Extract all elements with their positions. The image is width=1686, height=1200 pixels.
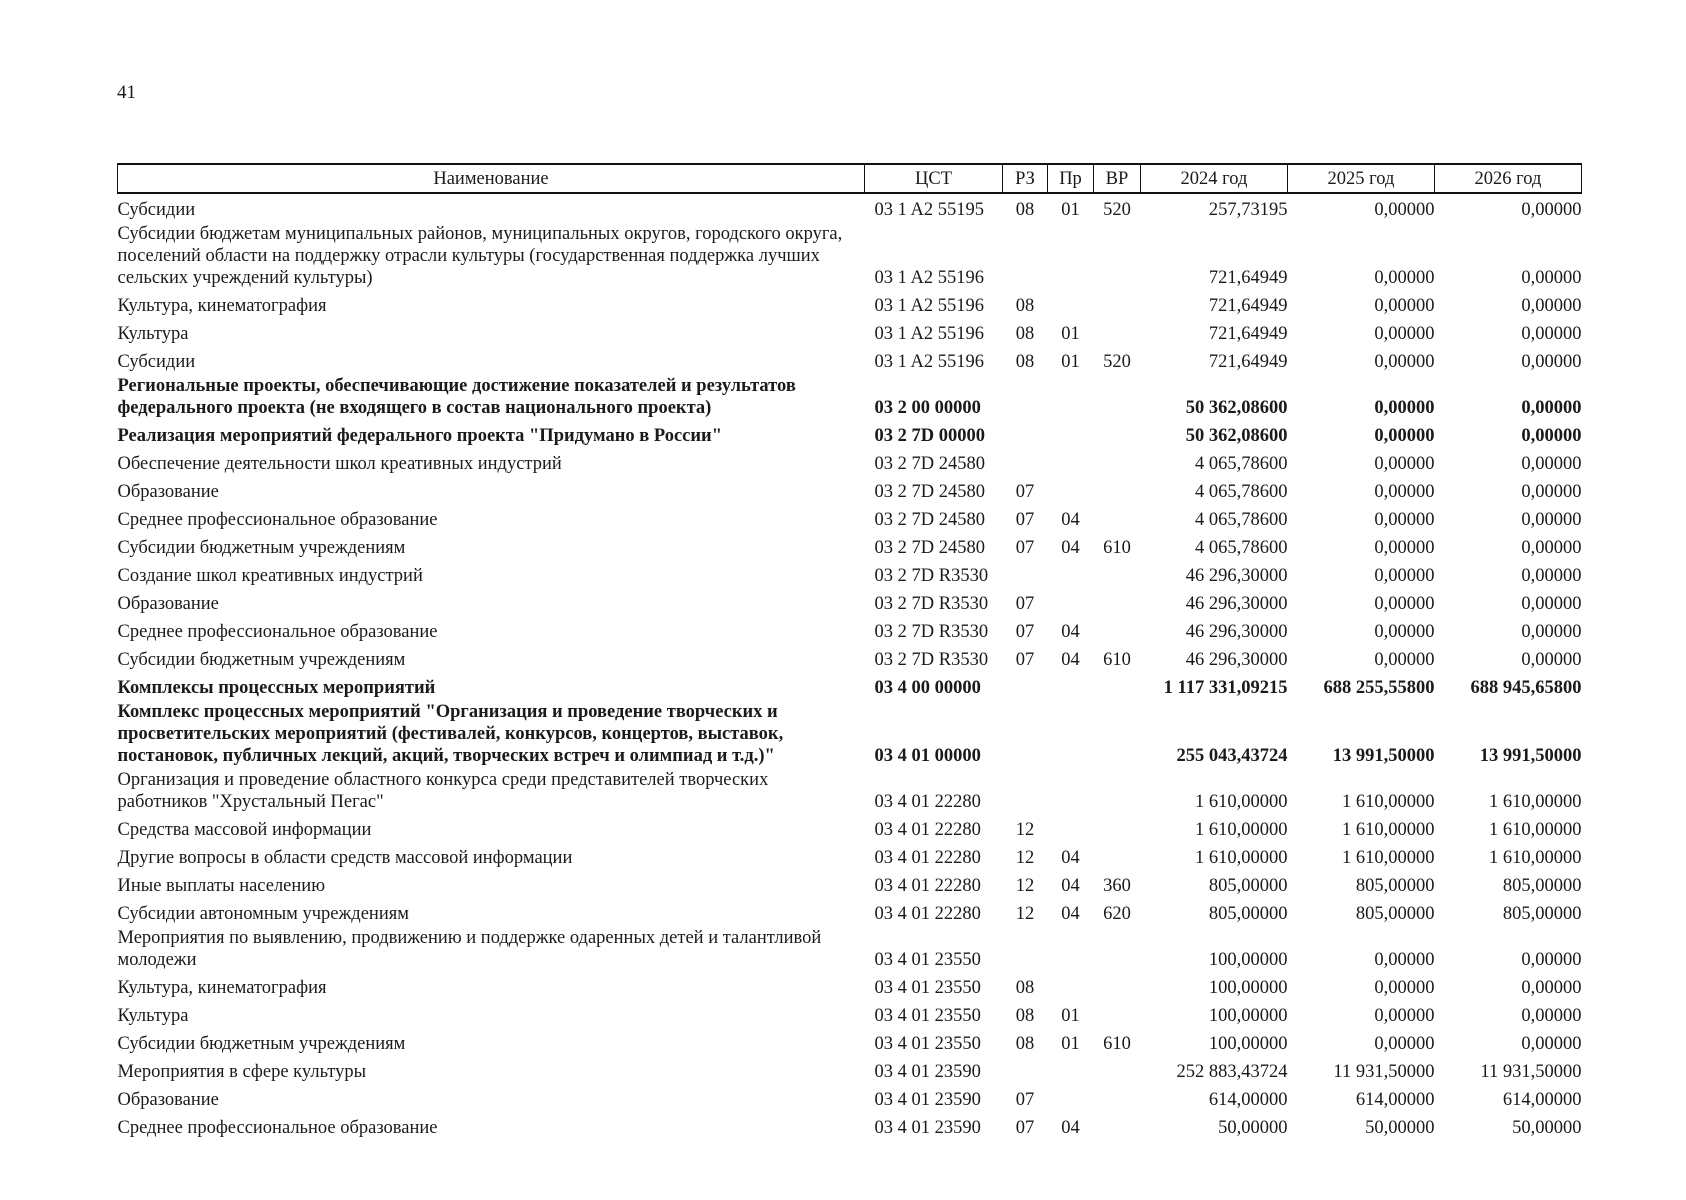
cell-cst: 03 2 7D 24580 [874,482,985,502]
cell-cst: 03 4 01 22280 [874,876,981,896]
cell-vr: 520 [1103,352,1131,372]
cell-2024: 50,00000 [1218,1118,1288,1138]
cell-rz: 08 [1015,352,1035,372]
table-row [118,222,1582,290]
cell-cst: 03 4 01 23550 [874,1006,981,1026]
cell-name: Иные выплаты населению [117,876,326,896]
cell-pr: 04 [1061,848,1080,868]
cell-2026: 50,00000 [1512,1118,1582,1138]
cell-pr [1048,290,1094,318]
cell-rz: 08 [1015,324,1035,344]
cell-cst: 03 1 A2 55196 [874,268,984,288]
cell-vr: 620 [1103,904,1131,924]
cell-2024: 4 065,78600 [1195,510,1288,530]
cell-pr [1048,588,1094,616]
cell-vr [1094,222,1141,290]
cell-name: Среднее профессиональное образование [117,622,438,642]
table-row [118,476,1582,504]
cell-name: Среднее профессиональное образование [117,1118,438,1138]
cell-cst: 03 2 7D R3530 [874,622,989,642]
cell-rz: 12 [1015,876,1035,896]
cell-pr: 01 [1061,352,1080,372]
cell-name: Создание школ креативных индустрий [117,566,423,586]
cell-cst: 03 1 A2 55195 [874,200,984,220]
cell-2024: 50 362,08600 [1185,398,1288,418]
cell-cst: 03 2 7D 00000 [874,426,985,446]
cell-2025: 0,00000 [1374,398,1435,418]
cell-2026: 0,00000 [1521,482,1582,502]
header-cst: ЦСТ [865,164,1003,193]
cell-2026: 0,00000 [1521,1034,1582,1054]
cell-name: Образование [117,1090,219,1110]
cell-2025: 614,00000 [1355,1090,1435,1110]
cell-name: Субсидии автономным учреждениям [117,904,409,924]
cell-vr [1094,1084,1141,1112]
table-row [118,768,1582,814]
cell-vr [1094,318,1141,346]
cell-cst: 03 1 A2 55196 [874,296,984,316]
table-row [118,193,1582,222]
cell-vr [1094,560,1141,588]
cell-vr [1094,448,1141,476]
cell-2026: 0,00000 [1521,538,1582,558]
cell-2026: 805,00000 [1502,904,1582,924]
cell-vr [1094,972,1141,1000]
cell-2026: 1 610,00000 [1489,820,1582,840]
cell-rz [1003,768,1048,814]
page-number: 41 [117,82,136,103]
cell-pr: 01 [1061,324,1080,344]
table-row [118,560,1582,588]
cell-2024: 100,00000 [1208,950,1288,970]
table-row [118,842,1582,870]
table-row [118,318,1582,346]
cell-2026: 0,00000 [1521,566,1582,586]
cell-2025: 688 255,55800 [1323,678,1435,698]
cell-name: Обеспечение деятельности школ креативных индустрий [117,454,562,474]
cell-pr [1048,972,1094,1000]
cell-pr [1048,1056,1094,1084]
table-row [118,972,1582,1000]
cell-cst: 03 4 01 23590 [874,1118,981,1138]
cell-name: Образование [117,594,219,614]
cell-2025: 805,00000 [1355,904,1435,924]
cell-2026: 0,00000 [1521,594,1582,614]
cell-2025: 1 610,00000 [1342,792,1435,812]
cell-2025: 0,00000 [1374,296,1435,316]
cell-2026: 0,00000 [1521,510,1582,530]
cell-2025: 0,00000 [1374,482,1435,502]
cell-2025: 0,00000 [1374,426,1435,446]
cell-vr [1094,616,1141,644]
cell-name: Культура [117,324,189,344]
cell-2025: 0,00000 [1374,950,1435,970]
cell-2026: 0,00000 [1521,268,1582,288]
cell-pr: 04 [1061,510,1080,530]
table-row [118,898,1582,926]
cell-rz [1003,222,1048,290]
cell-rz: 07 [1015,650,1035,670]
cell-2025: 0,00000 [1374,200,1435,220]
cell-2026: 0,00000 [1521,650,1582,670]
cell-vr [1094,374,1141,420]
cell-2024: 46 296,30000 [1185,622,1288,642]
cell-cst: 03 4 01 23590 [874,1062,981,1082]
cell-2024: 257,73195 [1208,200,1288,220]
cell-2026: 0,00000 [1521,200,1582,220]
cell-name: Средства массовой информации [117,820,372,840]
cell-2025: 0,00000 [1374,510,1435,530]
table-row [118,1000,1582,1028]
cell-2026: 0,00000 [1521,398,1582,418]
cell-vr [1094,588,1141,616]
cell-2024: 100,00000 [1208,978,1288,998]
cell-2024: 4 065,78600 [1195,454,1288,474]
cell-2026: 0,00000 [1521,622,1582,642]
cell-rz: 07 [1015,594,1035,614]
table-row [118,374,1582,420]
cell-2026: 11 931,50000 [1480,1062,1582,1082]
cell-2024: 1 610,00000 [1195,792,1288,812]
cell-vr [1094,700,1141,768]
cell-pr: 04 [1061,1118,1080,1138]
cell-rz: 07 [1015,1090,1035,1110]
cell-rz: 07 [1015,1118,1035,1138]
cell-2026: 688 945,65800 [1470,678,1582,698]
cell-2025: 0,00000 [1374,268,1435,288]
table-row [118,672,1582,700]
cell-rz: 07 [1015,622,1035,642]
cell-2025: 0,00000 [1374,352,1435,372]
cell-2024: 46 296,30000 [1185,650,1288,670]
cell-rz: 12 [1015,904,1035,924]
budget-table [117,163,1582,1140]
cell-vr [1094,504,1141,532]
cell-vr [1094,290,1141,318]
cell-cst: 03 4 00 00000 [874,678,981,698]
table-row [118,1112,1582,1140]
cell-2024: 255 043,43724 [1176,746,1288,766]
cell-vr [1094,842,1141,870]
cell-2024: 721,64949 [1208,296,1288,316]
cell-name: Культура, кинематография [117,296,327,316]
cell-name: Мероприятия по выявлению, продвижению и поддержке одаренных детей и талантливой молодежи [117,928,822,970]
cell-name: Региональные проекты, обеспечивающие достижение показателей и результатов федерального проекта (не входящего в состав национального проекта) [117,376,796,418]
cell-cst: 03 1 A2 55196 [874,324,984,344]
cell-2026: 1 610,00000 [1489,792,1582,812]
table-body [118,193,1582,1140]
cell-2024: 805,00000 [1208,876,1288,896]
cell-2025: 0,00000 [1374,538,1435,558]
table-row [118,346,1582,374]
cell-pr [1048,814,1094,842]
cell-vr [1094,1000,1141,1028]
cell-2025: 50,00000 [1365,1118,1435,1138]
cell-rz: 08 [1015,200,1035,220]
cell-cst: 03 1 A2 55196 [874,352,984,372]
cell-pr: 04 [1061,904,1080,924]
cell-2024: 614,00000 [1208,1090,1288,1110]
cell-2024: 4 065,78600 [1195,538,1288,558]
cell-pr [1048,222,1094,290]
cell-vr [1094,1112,1141,1140]
cell-name: Субсидии [117,200,196,220]
cell-2026: 0,00000 [1521,296,1582,316]
cell-2024: 721,64949 [1208,352,1288,372]
cell-name: Субсидии бюджетным учреждениям [117,650,406,670]
header-rz: РЗ [1003,164,1048,193]
cell-name: Другие вопросы в области средств массовой информации [117,848,573,868]
cell-pr [1048,374,1094,420]
cell-rz: 08 [1015,1006,1035,1026]
cell-2025: 1 610,00000 [1342,848,1435,868]
cell-2026: 614,00000 [1502,1090,1582,1110]
cell-pr [1048,768,1094,814]
cell-rz [1003,926,1048,972]
cell-name: Комплекс процессных мероприятий "Организация и проведение творческих и просветительских мероприятий (фестивалей, конкурсов, концертов, выставок, постановок, публичных лекций, акций, творческих встреч и олимпиад и т.д.)" [117,702,784,766]
cell-rz [1003,448,1048,476]
cell-vr [1094,672,1141,700]
cell-pr [1048,476,1094,504]
cell-rz: 08 [1015,1034,1035,1054]
cell-name: Субсидии бюджетным учреждениям [117,1034,406,1054]
cell-pr [1048,1084,1094,1112]
cell-cst: 03 4 01 22280 [874,848,981,868]
table-row [118,644,1582,672]
cell-cst: 03 2 7D 24580 [874,510,985,530]
cell-vr [1094,420,1141,448]
cell-cst: 03 2 7D 24580 [874,454,985,474]
cell-2025: 0,00000 [1374,650,1435,670]
cell-name: Культура [117,1006,189,1026]
cell-rz [1003,700,1048,768]
table-header-row [118,164,1582,193]
cell-2026: 0,00000 [1521,426,1582,446]
cell-2024: 805,00000 [1208,904,1288,924]
cell-2024: 721,64949 [1208,324,1288,344]
cell-vr: 610 [1103,538,1131,558]
cell-vr: 520 [1103,200,1131,220]
cell-cst: 03 4 01 22280 [874,820,981,840]
cell-name: Субсидии бюджетам муниципальных районов, муниципальных округов, городского округа, поселений области на поддержку отрасли культуры (государственная поддержка лучших сельских учреждений культуры) [117,224,843,288]
cell-2024: 1 610,00000 [1195,820,1288,840]
table-row [118,448,1582,476]
cell-cst: 03 2 7D R3530 [874,594,989,614]
cell-cst: 03 4 01 22280 [874,904,981,924]
table-row [118,504,1582,532]
cell-rz [1003,672,1048,700]
cell-pr [1048,420,1094,448]
cell-vr: 610 [1103,650,1131,670]
table-row [118,870,1582,898]
cell-pr: 04 [1061,622,1080,642]
cell-2026: 805,00000 [1502,876,1582,896]
table-row [118,1056,1582,1084]
cell-cst: 03 4 01 23590 [874,1090,981,1110]
cell-rz [1003,374,1048,420]
cell-pr: 01 [1061,1034,1080,1054]
cell-2025: 11 931,50000 [1333,1062,1435,1082]
cell-2026: 0,00000 [1521,1006,1582,1026]
cell-rz: 08 [1015,978,1035,998]
cell-pr: 01 [1061,200,1080,220]
cell-2024: 252 883,43724 [1176,1062,1288,1082]
cell-vr [1094,1056,1141,1084]
cell-name: Организация и проведение областного конкурса среди представителей творческих работников "Хрустальный Пегас" [117,770,769,812]
cell-2026: 0,00000 [1521,454,1582,474]
cell-name: Мероприятия в сфере культуры [117,1062,367,1082]
cell-2024: 1 117 331,09215 [1163,678,1288,698]
cell-name: Комплексы процессных мероприятий [117,678,436,698]
cell-pr [1048,672,1094,700]
cell-pr: 04 [1061,876,1080,896]
cell-name: Субсидии бюджетным учреждениям [117,538,406,558]
cell-2024: 1 610,00000 [1195,848,1288,868]
cell-2026: 0,00000 [1521,950,1582,970]
cell-cst: 03 2 7D R3530 [874,566,989,586]
cell-vr [1094,814,1141,842]
cell-rz: 12 [1015,820,1035,840]
cell-rz: 07 [1015,538,1035,558]
cell-2026: 0,00000 [1521,324,1582,344]
cell-cst: 03 4 01 00000 [874,746,981,766]
cell-2025: 0,00000 [1374,1006,1435,1026]
cell-2026: 0,00000 [1521,352,1582,372]
header-2024: 2024 год [1141,164,1288,193]
table-row [118,1084,1582,1112]
table-row [118,532,1582,560]
cell-pr: 04 [1061,538,1080,558]
header-2026: 2026 год [1435,164,1582,193]
cell-cst: 03 4 01 23550 [874,950,981,970]
table-row [118,588,1582,616]
cell-2025: 1 610,00000 [1342,820,1435,840]
cell-2024: 50 362,08600 [1185,426,1288,446]
cell-2024: 46 296,30000 [1185,594,1288,614]
cell-2025: 0,00000 [1374,454,1435,474]
cell-cst: 03 4 01 23550 [874,978,981,998]
cell-2025: 805,00000 [1355,876,1435,896]
table-row [118,700,1582,768]
table-row [118,814,1582,842]
cell-2026: 0,00000 [1521,978,1582,998]
header-name: Наименование [118,164,865,193]
cell-2024: 4 065,78600 [1195,482,1288,502]
cell-pr [1048,700,1094,768]
cell-2025: 13 991,50000 [1332,746,1435,766]
cell-vr [1094,926,1141,972]
cell-2024: 100,00000 [1208,1006,1288,1026]
cell-name: Культура, кинематография [117,978,327,998]
cell-2025: 0,00000 [1374,1034,1435,1054]
table-row [118,1028,1582,1056]
cell-rz [1003,420,1048,448]
table-row [118,616,1582,644]
cell-name: Субсидии [117,352,196,372]
cell-2025: 0,00000 [1374,324,1435,344]
cell-2024: 721,64949 [1208,268,1288,288]
cell-rz: 07 [1015,510,1035,530]
cell-pr [1048,560,1094,588]
cell-cst: 03 2 7D R3530 [874,650,989,670]
cell-vr: 360 [1103,876,1131,896]
cell-rz [1003,560,1048,588]
cell-cst: 03 4 01 22280 [874,792,981,812]
cell-vr: 610 [1103,1034,1131,1054]
table-row [118,926,1582,972]
table-row [118,290,1582,318]
table-row [118,420,1582,448]
cell-name: Образование [117,482,219,502]
cell-name: Среднее профессиональное образование [117,510,438,530]
cell-cst: 03 4 01 23550 [874,1034,981,1054]
cell-2025: 0,00000 [1374,978,1435,998]
cell-pr [1048,448,1094,476]
cell-vr [1094,476,1141,504]
cell-rz: 07 [1015,482,1035,502]
cell-name: Реализация мероприятий федерального проекта "Придумано в России" [117,426,722,446]
cell-cst: 03 2 00 00000 [874,398,981,418]
cell-2025: 0,00000 [1374,594,1435,614]
cell-pr [1048,926,1094,972]
cell-2026: 1 610,00000 [1489,848,1582,868]
cell-2025: 0,00000 [1374,566,1435,586]
cell-2024: 46 296,30000 [1185,566,1288,586]
cell-2026: 13 991,50000 [1479,746,1582,766]
cell-rz: 12 [1015,848,1035,868]
cell-cst: 03 2 7D 24580 [874,538,985,558]
header-2025: 2025 год [1288,164,1435,193]
cell-pr: 01 [1061,1006,1080,1026]
cell-rz [1003,1056,1048,1084]
cell-2025: 0,00000 [1374,622,1435,642]
cell-2024: 100,00000 [1208,1034,1288,1054]
cell-pr: 04 [1061,650,1080,670]
header-vr: ВР [1094,164,1141,193]
header-pr: Пр [1048,164,1094,193]
cell-vr [1094,768,1141,814]
cell-rz: 08 [1015,296,1035,316]
